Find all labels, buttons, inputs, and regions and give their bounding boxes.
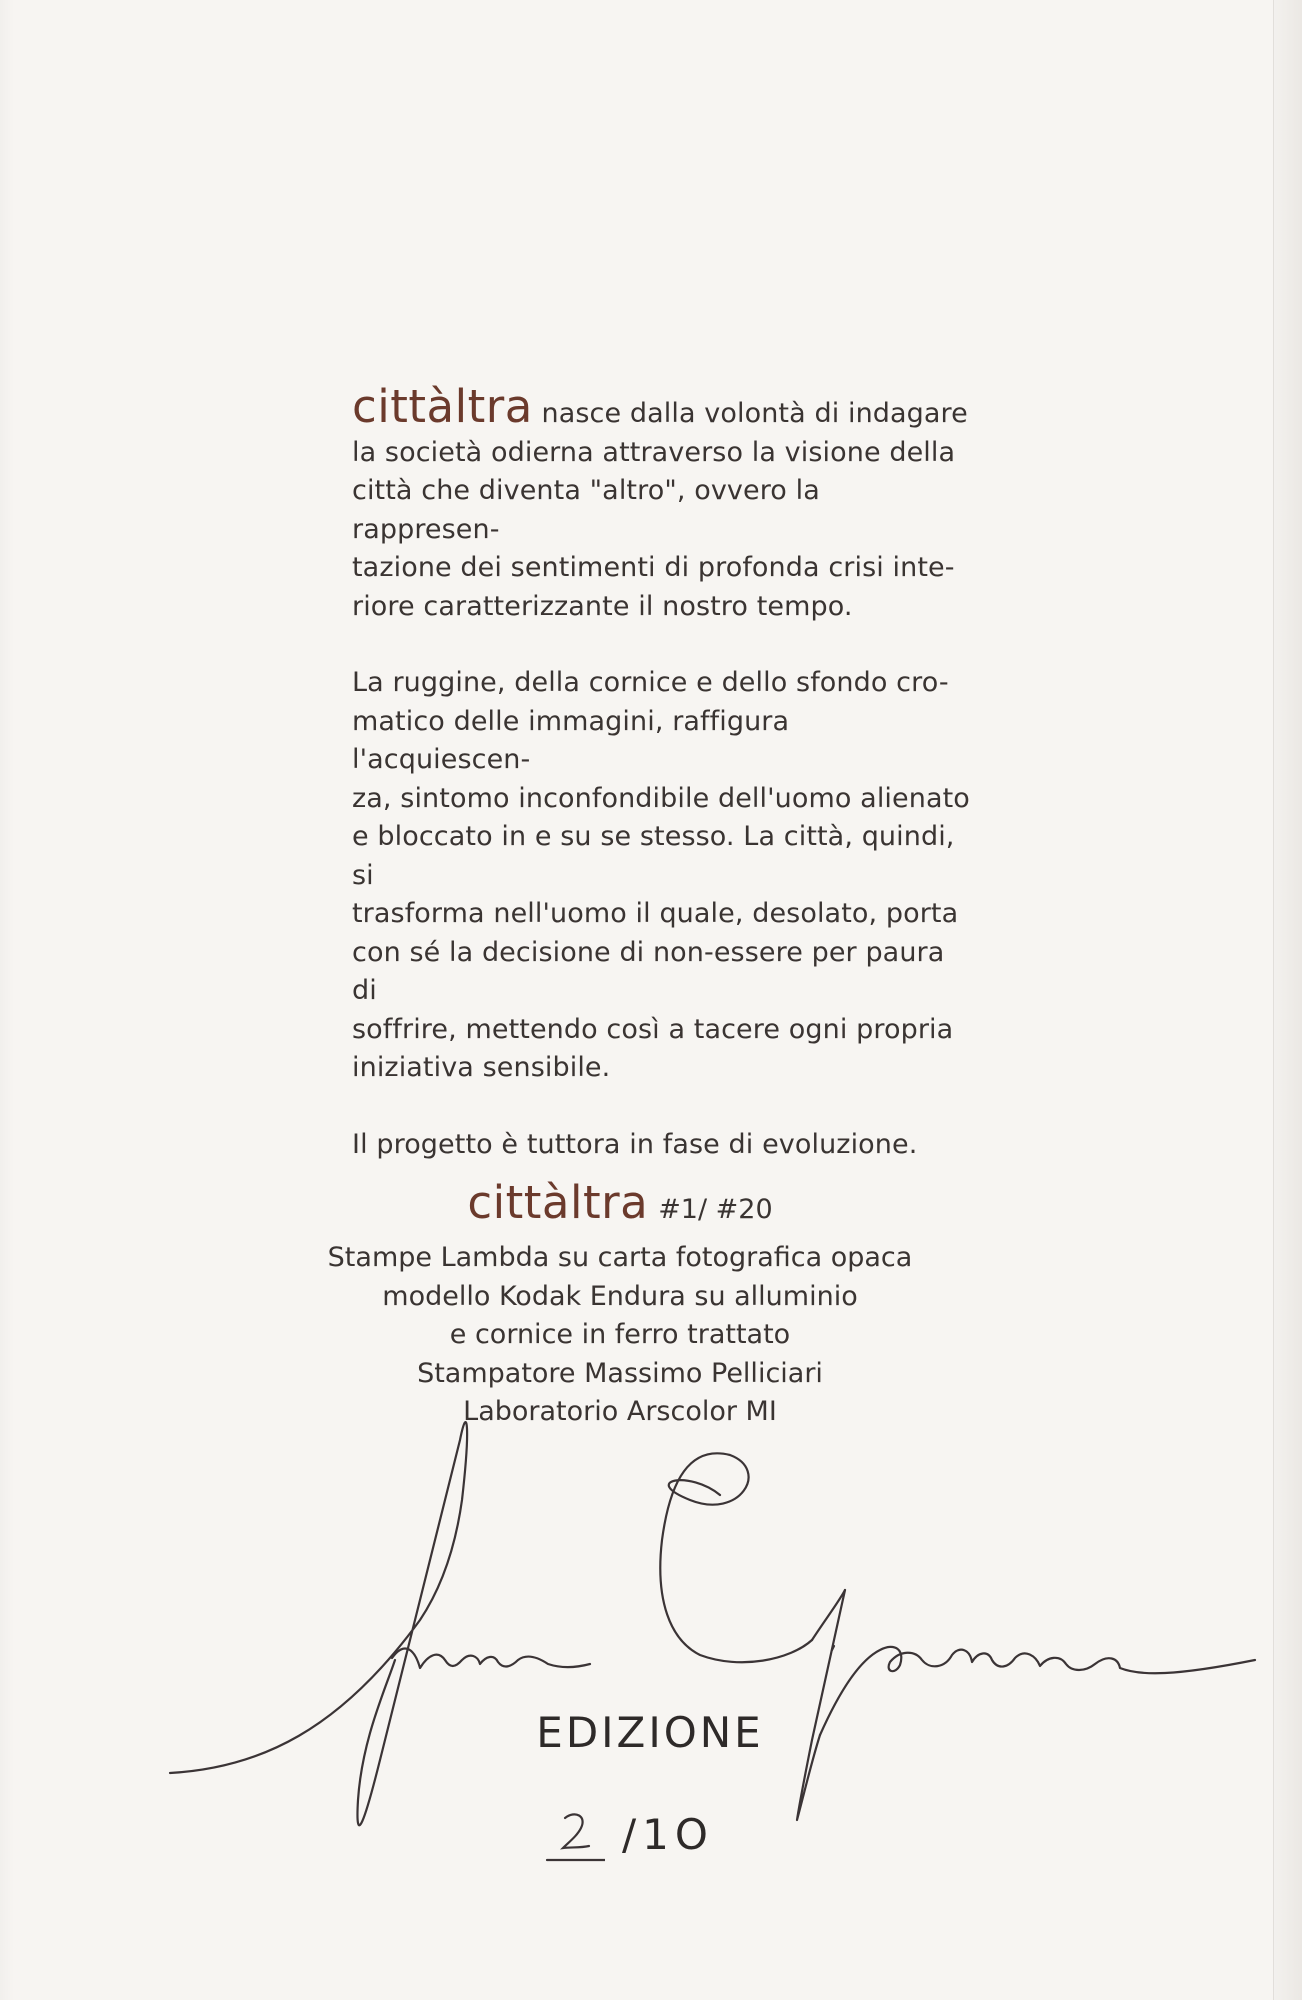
edition-number xyxy=(530,1806,770,1866)
colophon-series-number: #1/ #20 xyxy=(658,1194,773,1225)
brand-name: cittàltra xyxy=(352,380,533,433)
edition-label: EDIZIONE xyxy=(536,1708,764,1757)
intro-paragraph-1 xyxy=(352,380,972,626)
paper-edge xyxy=(1273,0,1302,2000)
edition-total: /1O xyxy=(622,1810,714,1859)
colophon xyxy=(250,1176,990,1432)
intro-paragraph-1-rest: la società odierna attraverso la visione della città che diventa "altro", ovvero la rappresen- tazione dei sentimenti di profonda crisi inte- riore caratterizzante il nostro tempo. xyxy=(352,436,956,622)
intro-text xyxy=(352,380,972,1202)
colophon-details: Stampe Lambda su carta fotografica opaca modello Kodak Endura su alluminio e cornice in ferro trattato Stampatore Massimo Pelliciari Laboratorio Arscolor MI xyxy=(327,1242,913,1427)
intro-lead-rest: nasce dalla volontà di indagare xyxy=(532,398,968,429)
intro-paragraph-3: Il progetto è tuttora in fase di evoluzione. xyxy=(352,1128,918,1160)
handwritten-edition-number xyxy=(545,1806,605,1866)
colophon-brand: cittàltra xyxy=(467,1176,649,1229)
intro-paragraph-2: La ruggine, della cornice e dello sfondo cro- matico delle immagini, raffigura l'acquiescen- za, sintomo inconfondibile dell'uomo alienato e bloccato in e su se stesso. La città, quindi, si trasforma nell'uomo il quale, desolato, porta con sé la decisione di non-essere per paura di soffrire, mettendo così a tacere ogni propria iniziativa sensibile. xyxy=(352,667,970,1083)
colophon-title xyxy=(250,1176,990,1239)
